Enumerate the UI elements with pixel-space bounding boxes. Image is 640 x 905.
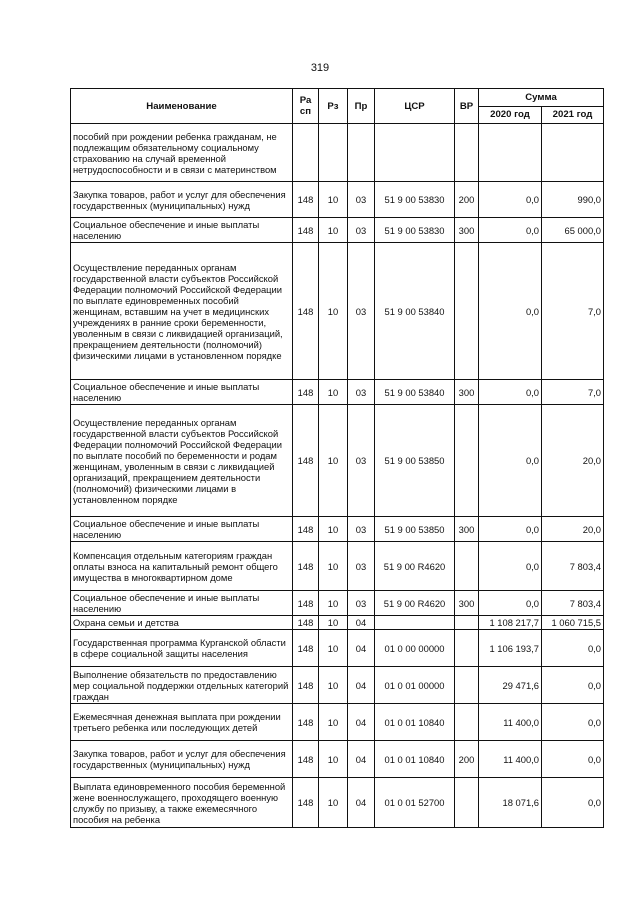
row-2021 [542,124,604,182]
table-row [71,616,604,630]
header-name: Наименование [71,89,293,124]
row-csr: 01 0 01 52700 [375,778,455,828]
row-rz: 10 [319,380,348,405]
row-vr [455,243,479,380]
row-2021: 1 060 715,5 [542,616,604,630]
row-pr [348,124,375,182]
row-pr: 03 [348,380,375,405]
row-2021: 7,0 [542,243,604,380]
header-sum: Сумма [479,89,604,107]
row-name: Социальное обеспечение и иные выплаты населению [71,380,293,405]
row-2020: 0,0 [479,243,542,380]
row-2020: 0,0 [479,591,542,616]
header-vr: ВР [455,89,479,124]
row-2021: 7 803,4 [542,591,604,616]
row-name: Охрана семьи и детства [71,616,293,630]
row-name: Компенсация отдельным категориям граждан оплаты взноса на капитальный ремонт общего имущества в многоквартирном доме [71,542,293,591]
row-rasp: 148 [293,704,319,741]
table-row [71,182,604,218]
row-rz: 10 [319,542,348,591]
row-pr: 04 [348,616,375,630]
table-row [71,630,604,667]
row-rz: 10 [319,630,348,667]
row-rasp: 148 [293,630,319,667]
row-pr: 04 [348,778,375,828]
row-rasp: 148 [293,591,319,616]
row-vr: 300 [455,517,479,542]
row-2021: 0,0 [542,741,604,778]
row-pr: 04 [348,704,375,741]
row-name: Выплата единовременного пособия беременной жене военнослужащего, проходящего военную службу по призыву, а также ежемесячного пособия на ребенка [71,778,293,828]
row-rasp: 148 [293,243,319,380]
row-csr: 51 9 00 53830 [375,218,455,243]
table-row [71,243,604,380]
row-2021: 20,0 [542,405,604,517]
row-vr [455,124,479,182]
header-rz: Рз [319,89,348,124]
row-2020: 0,0 [479,380,542,405]
row-rz: 10 [319,778,348,828]
table-row [71,704,604,741]
row-csr: 01 0 01 00000 [375,667,455,704]
row-csr [375,616,455,630]
budget-table [70,88,604,828]
row-pr: 03 [348,591,375,616]
row-pr: 04 [348,741,375,778]
row-name: Выполнение обязательств по предоставлению мер социальной поддержки отдельных категорий граждан [71,667,293,704]
row-rasp: 148 [293,542,319,591]
row-vr: 300 [455,218,479,243]
row-name: Закупка товаров, работ и услуг для обеспечения государственных (муниципальных) нужд [71,741,293,778]
row-vr [455,542,479,591]
header-rasp: Ра сп [293,89,319,124]
row-rz: 10 [319,517,348,542]
row-2020: 11 400,0 [479,704,542,741]
row-rasp: 148 [293,741,319,778]
row-rz: 10 [319,616,348,630]
header-pr: Пр [348,89,375,124]
row-rasp: 148 [293,667,319,704]
row-csr: 51 9 00 R4620 [375,591,455,616]
row-pr: 03 [348,517,375,542]
row-vr: 200 [455,741,479,778]
row-rz: 10 [319,243,348,380]
row-2021: 65 000,0 [542,218,604,243]
row-name: Социальное обеспечение и иные выплаты населению [71,218,293,243]
row-rz: 10 [319,591,348,616]
row-csr: 51 9 00 53830 [375,182,455,218]
row-name: Закупка товаров, работ и услуг для обеспечения государственных (муниципальных) нужд [71,182,293,218]
table-row [71,591,604,616]
row-rz: 10 [319,667,348,704]
row-2020: 1 106 193,7 [479,630,542,667]
row-2020: 0,0 [479,542,542,591]
row-rasp: 148 [293,182,319,218]
page-number: 319 [310,62,330,74]
row-2021: 0,0 [542,704,604,741]
row-rz: 10 [319,182,348,218]
row-rz: 10 [319,741,348,778]
row-rz: 10 [319,218,348,243]
row-2020: 0,0 [479,182,542,218]
row-2021: 0,0 [542,778,604,828]
row-rz: 10 [319,405,348,517]
row-rasp: 148 [293,405,319,517]
row-2020: 29 471,6 [479,667,542,704]
row-rasp: 148 [293,218,319,243]
row-2021: 7,0 [542,380,604,405]
row-pr: 03 [348,243,375,380]
table-row [71,380,604,405]
row-vr: 200 [455,182,479,218]
header-2021: 2021 год [542,106,604,124]
row-2021: 20,0 [542,517,604,542]
table-row [71,667,604,704]
row-name: Осуществление переданных органам государственной власти субъектов Российской Федерации полномочий Российской Федерации по выплате единовременных пособий женщинам, вставшим на учет в медицинских учреждениях в ранние сроки беременности, уволенным в связи с ликвидацией организаций, прекращением деятельности (полномочий) физическими лицами в установленном порядке [71,243,293,380]
row-rz: 10 [319,704,348,741]
row-2021: 0,0 [542,667,604,704]
table-row [71,124,604,182]
table-row [71,405,604,517]
header-csr: ЦСР [375,89,455,124]
row-rasp: 148 [293,778,319,828]
row-name: Ежемесячная денежная выплата при рождении третьего ребенка или последующих детей [71,704,293,741]
row-name: Осуществление переданных органам государственной власти субъектов Российской Федерации полномочий Российской Федерации по выплате пособий по беременности и родам женщинам, уволенным в связи с ликвидацией организаций, прекращением деятельности (полномочий) физическими лицами в установленном порядке [71,405,293,517]
row-pr: 03 [348,542,375,591]
row-2020: 0,0 [479,517,542,542]
row-rz [319,124,348,182]
row-2020: 11 400,0 [479,741,542,778]
row-vr [455,630,479,667]
row-vr: 300 [455,380,479,405]
row-vr: 300 [455,591,479,616]
row-vr [455,667,479,704]
row-csr: 51 9 00 53850 [375,405,455,517]
row-pr: 03 [348,405,375,517]
row-rasp: 148 [293,616,319,630]
row-pr: 04 [348,667,375,704]
row-vr [455,778,479,828]
header-2020: 2020 год [479,106,542,124]
table-row [71,517,604,542]
row-csr: 51 9 00 53850 [375,517,455,542]
row-csr: 51 9 00 R4620 [375,542,455,591]
row-csr: 01 0 01 10840 [375,741,455,778]
row-csr: 01 0 01 10840 [375,704,455,741]
row-pr: 03 [348,182,375,218]
row-pr: 03 [348,218,375,243]
row-csr [375,124,455,182]
row-csr: 51 9 00 53840 [375,380,455,405]
row-vr [455,405,479,517]
row-2021: 0,0 [542,630,604,667]
row-name: Социальное обеспечение и иные выплаты населению [71,591,293,616]
row-2020 [479,124,542,182]
row-2021: 990,0 [542,182,604,218]
table-row [71,218,604,243]
row-csr: 01 0 00 00000 [375,630,455,667]
table-row [71,542,604,591]
header-row [71,89,604,107]
row-name: Государственная программа Курганской области в сфере социальной защиты населения [71,630,293,667]
row-rasp: 148 [293,380,319,405]
row-vr [455,616,479,630]
row-name: Социальное обеспечение и иные выплаты населению [71,517,293,542]
table-row [71,741,604,778]
row-csr: 51 9 00 53840 [375,243,455,380]
row-2021: 7 803,4 [542,542,604,591]
row-2020: 0,0 [479,218,542,243]
row-rasp: 148 [293,517,319,542]
row-vr [455,704,479,741]
row-2020: 18 071,6 [479,778,542,828]
row-name: пособий при рождении ребенка гражданам, не подлежащим обязательному социальному страхованию на случай временной нетрудоспособности и в связи с материнством [71,124,293,182]
row-2020: 0,0 [479,405,542,517]
row-rasp [293,124,319,182]
row-pr: 04 [348,630,375,667]
table-row [71,778,604,828]
row-2020: 1 108 217,7 [479,616,542,630]
